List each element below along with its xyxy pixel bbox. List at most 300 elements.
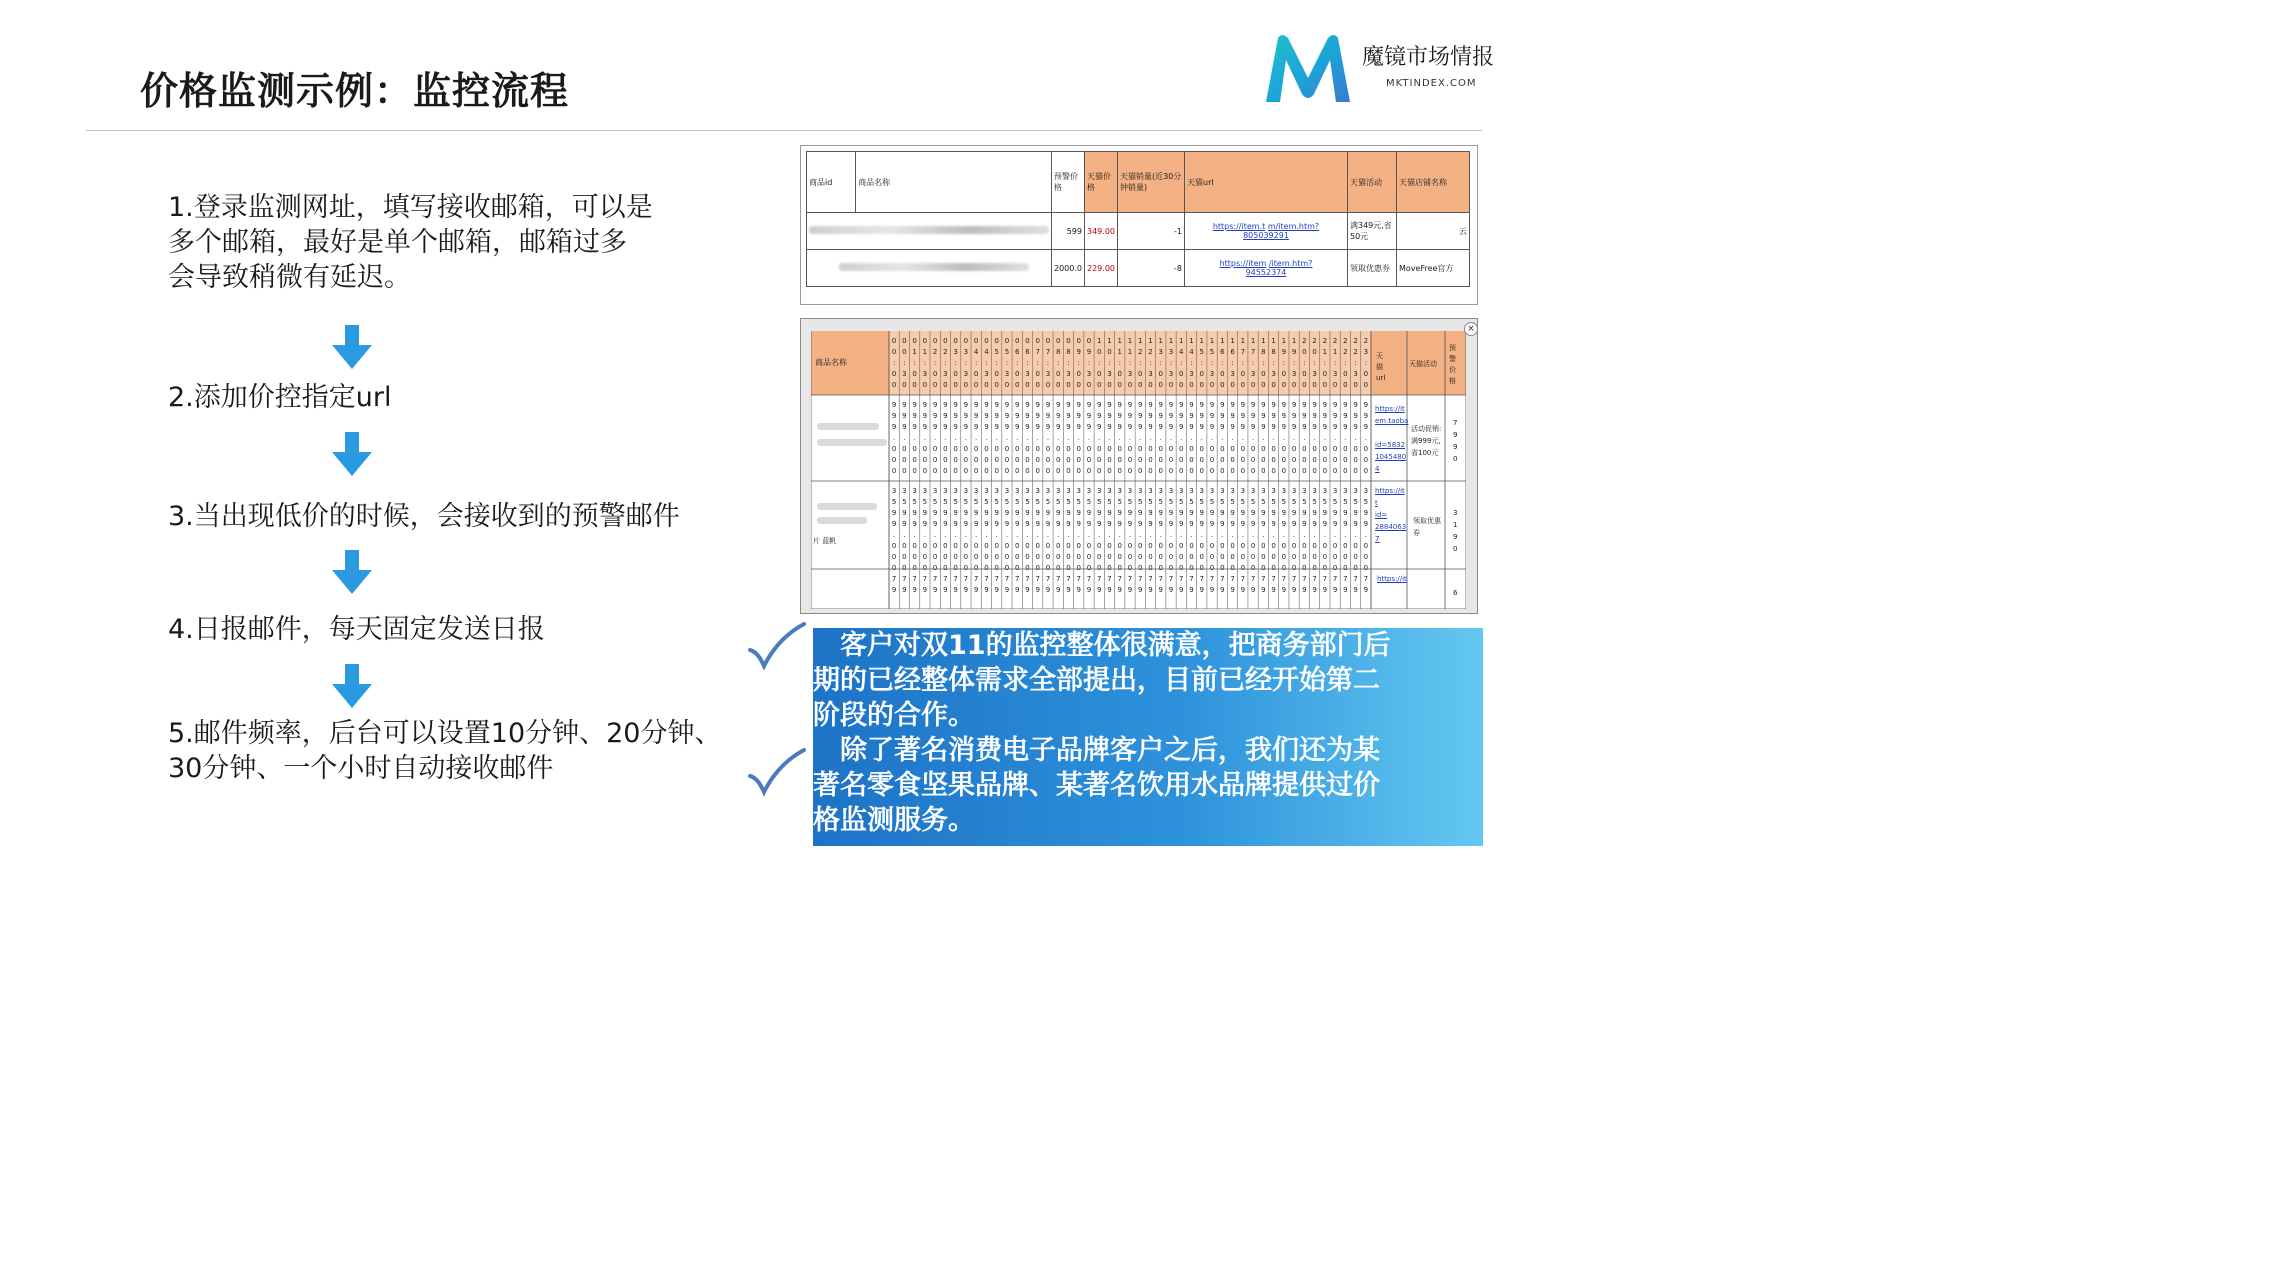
cell-digit: 5 xyxy=(1076,498,1081,506)
cell-digit: 0 xyxy=(1261,445,1266,453)
time-header-digit: 2 xyxy=(1353,348,1358,356)
cell-digit: 9 xyxy=(1220,412,1225,420)
cell-digit: 0 xyxy=(1240,564,1246,572)
cell-digit: 3 xyxy=(1199,487,1205,495)
cell-digit: . xyxy=(1323,434,1326,442)
cell-digit: 9 xyxy=(1179,586,1184,594)
cell-digit: 5 xyxy=(1271,498,1276,506)
cell-digit: 0 xyxy=(1066,445,1071,453)
cell-digit: 3 xyxy=(1158,487,1164,495)
cell-digit: 5 xyxy=(1261,498,1266,506)
cell-digit: . xyxy=(1364,531,1367,539)
time-header-digit: 3 xyxy=(1004,370,1010,378)
cell-digit: 3 xyxy=(1271,487,1276,495)
cell-digit: 0 xyxy=(1250,553,1256,561)
time-header-digit: 0 xyxy=(1261,381,1266,389)
cell-digit: 7 xyxy=(1271,575,1276,583)
cell-digit: 3 xyxy=(922,487,928,495)
cell-digit: 9 xyxy=(1066,412,1071,420)
time-header-digit: 0 xyxy=(1281,370,1287,378)
cell-digit: 0 xyxy=(1158,564,1164,572)
cell-digit: 7 xyxy=(932,575,938,583)
cell-digit: 0 xyxy=(1291,564,1297,572)
cell-digit: 5 xyxy=(953,498,958,506)
time-header-digit: 0 xyxy=(1209,381,1215,389)
cell-digit: 0 xyxy=(994,542,999,550)
cell-digit: 9 xyxy=(1045,586,1051,594)
cell-digit: 9 xyxy=(1209,520,1215,528)
cell-digit: . xyxy=(1262,434,1265,442)
time-header-digit: 1 xyxy=(1209,337,1215,345)
product-url-link[interactable]: https://it xyxy=(1377,575,1407,583)
cell-digit: 0 xyxy=(1179,542,1184,550)
col-header-url: 天猫url xyxy=(1376,352,1386,382)
logo-name-en: MKTINDEX.COM xyxy=(1386,78,1477,89)
cell-digit: 9 xyxy=(1086,412,1092,420)
cell-digit: 9 xyxy=(1363,423,1369,431)
cell-digit: 9 xyxy=(1332,520,1338,528)
cell-digit: . xyxy=(1303,531,1306,539)
cell-digit: . xyxy=(1077,531,1080,539)
cell-digit: 0 xyxy=(1322,542,1328,550)
cell-digit: . xyxy=(1200,434,1203,442)
cell-digit: 0 xyxy=(1281,564,1287,572)
cell-digit: 9 xyxy=(1250,586,1256,594)
time-header-digit: 3 xyxy=(1353,370,1358,378)
cell-digit: 9 xyxy=(1240,412,1246,420)
cell-digit: 0 xyxy=(1271,553,1276,561)
cell-digit: 0 xyxy=(1302,542,1307,550)
cell-digit: 0 xyxy=(932,553,938,561)
cell-digit: 9 xyxy=(932,401,938,409)
time-header-digit: 8 xyxy=(1055,348,1061,356)
time-header-digit: : xyxy=(1303,359,1306,367)
time-header-digit: 3 xyxy=(1332,370,1338,378)
cell-digit: . xyxy=(934,434,937,442)
cell-digit: 5 xyxy=(912,498,917,506)
cell-digit: . xyxy=(1149,531,1152,539)
blurred-product-name xyxy=(809,226,1049,234)
cell-digit: . xyxy=(985,434,988,442)
cell-digit: 9 xyxy=(1261,520,1266,528)
cell-digit: 9 xyxy=(1291,401,1297,409)
time-header-digit: : xyxy=(1262,359,1265,367)
cell-digit: 9 xyxy=(932,509,938,517)
cell-digit: 9 xyxy=(1322,423,1328,431)
cell-digit: 3 xyxy=(1179,487,1184,495)
cell-digit: 7 xyxy=(963,575,969,583)
time-header-digit: 3 xyxy=(1168,370,1174,378)
cell-digit: 0 xyxy=(912,542,917,550)
cell-digit: 0 xyxy=(1271,456,1276,464)
time-header-digit: 2 xyxy=(1302,337,1307,345)
cell-digit: 9 xyxy=(1261,509,1266,517)
brand-logo xyxy=(1262,32,1502,104)
cell-digit: 0 xyxy=(1281,456,1287,464)
time-header-digit: 0 xyxy=(1158,381,1164,389)
cell-digit: . xyxy=(1118,531,1121,539)
cell-digit: 9 xyxy=(932,586,938,594)
cell-digit: 0 xyxy=(1035,542,1040,550)
time-header-digit: : xyxy=(1210,359,1214,367)
time-header-digit: : xyxy=(1159,359,1162,367)
time-header-digit: : xyxy=(1108,359,1111,367)
cell-digit: 3 xyxy=(912,487,917,495)
cell-digit: 9 xyxy=(1281,423,1287,431)
cell-digit: 0 xyxy=(1179,467,1184,475)
cell-digit: 7 xyxy=(973,575,979,583)
cell-digit: . xyxy=(1344,434,1347,442)
cell-digit: 0 xyxy=(1179,564,1184,572)
cell-digit: 7 xyxy=(1066,575,1071,583)
cell-digit: 9 xyxy=(943,586,948,594)
cell-digit: . xyxy=(1292,434,1296,442)
time-header-digit: 9 xyxy=(1086,348,1092,356)
time-header-digit: 3 xyxy=(1158,348,1164,356)
cell-digit: . xyxy=(1221,434,1224,442)
cell-digit: 0 xyxy=(912,467,917,475)
cell-digit: 9 xyxy=(1261,412,1266,420)
cell-digit: . xyxy=(1231,531,1234,539)
cell-digit: 9 xyxy=(912,423,917,431)
time-header-digit: 3 xyxy=(1312,370,1317,378)
cell-digit: 9 xyxy=(1107,509,1112,517)
checkmark-icon xyxy=(748,748,806,798)
cell-digit: 9 xyxy=(1055,423,1061,431)
time-header-digit: 1 xyxy=(1271,337,1276,345)
cell-digit: 0 xyxy=(891,467,897,475)
close-icon[interactable]: × xyxy=(1464,322,1478,336)
time-header-digit: 1 xyxy=(1291,337,1297,345)
cell-digit: 0 xyxy=(1353,445,1358,453)
cell-digit: 9 xyxy=(1168,423,1174,431)
cell-digit: 0 xyxy=(963,564,969,572)
cell-digit: 0 xyxy=(1363,467,1369,475)
product-url-link[interactable]: https://it t id= 2884063 7 xyxy=(1375,487,1407,543)
cell-digit: 9 xyxy=(1291,509,1297,517)
cell-digit: 0 xyxy=(1343,456,1348,464)
time-header-digit: 0 xyxy=(891,348,897,356)
cell-digit: 9 xyxy=(973,520,979,528)
cell-digit: 0 xyxy=(1127,542,1133,550)
time-header-digit: 0 xyxy=(1025,337,1030,345)
cell-digit: 0 xyxy=(1045,542,1051,550)
cell-digit: 7 xyxy=(1199,575,1205,583)
cell-digit: 9 xyxy=(1138,586,1143,594)
time-header-digit: 0 xyxy=(1179,381,1184,389)
cell-digit: . xyxy=(1139,434,1142,442)
time-header-digit: : xyxy=(1139,359,1142,367)
cell-digit: 9 xyxy=(994,586,999,594)
time-header-digit: 0 xyxy=(1230,381,1235,389)
cell-digit: 0 xyxy=(922,564,928,572)
cell-digit: 0 xyxy=(1086,542,1092,550)
time-header-digit: 1 xyxy=(1220,337,1225,345)
cell-digit: 9 xyxy=(953,509,958,517)
cell-digit: 0 xyxy=(1158,553,1164,561)
cell-digit: 0 xyxy=(1076,542,1081,550)
cell-digit: 0 xyxy=(1117,456,1122,464)
cell-digit: 9 xyxy=(1261,401,1266,409)
cell-digit: 9 xyxy=(1035,401,1040,409)
time-header-digit: 1 xyxy=(1240,337,1246,345)
time-header-digit: : xyxy=(995,359,998,367)
time-header-digit: 2 xyxy=(1353,337,1358,345)
time-header-digit: 1 xyxy=(1199,337,1205,345)
cell-digit: 9 xyxy=(912,520,917,528)
cell-digit: . xyxy=(1210,531,1214,539)
cell-digit: 0 xyxy=(912,456,917,464)
cell-digit: 0 xyxy=(1035,445,1040,453)
cell-digit: 9 xyxy=(1168,509,1174,517)
time-header-digit: 0 xyxy=(1332,381,1338,389)
cell-digit: 0 xyxy=(1363,564,1369,572)
cell-digit: 0 xyxy=(1199,467,1205,475)
cell-digit: 5 xyxy=(1291,498,1297,506)
cell-digit: 0 xyxy=(922,542,928,550)
blurred-product-name xyxy=(817,517,867,524)
cell-digit: 7 xyxy=(943,575,948,583)
time-header-digit: 1 xyxy=(1168,337,1174,345)
checkmark-icon xyxy=(748,622,806,672)
cell-digit: 0 xyxy=(1025,445,1030,453)
cell-digit: 7 xyxy=(1363,575,1369,583)
cell-digit: 9 xyxy=(1199,520,1205,528)
cell-digit: 0 xyxy=(891,553,897,561)
time-header-digit: : xyxy=(954,359,957,367)
cell-digit: 0 xyxy=(1209,445,1215,453)
cell-digit: 9 xyxy=(1199,401,1205,409)
cell-digit: 0 xyxy=(1158,456,1164,464)
cell-digit: 9 xyxy=(1004,520,1010,528)
cell-digit: . xyxy=(964,531,968,539)
step-2-text: 2.添加价控指定url xyxy=(168,382,392,413)
time-header-digit: 0 xyxy=(973,337,979,345)
cell-digit: 9 xyxy=(1220,401,1225,409)
cell-digit: 0 xyxy=(1189,542,1194,550)
cell-digit: . xyxy=(944,434,947,442)
cell-digit: 3 xyxy=(1076,487,1081,495)
cell-digit: 0 xyxy=(1220,564,1225,572)
time-header-digit: 3 xyxy=(1189,370,1194,378)
cell-digit: 9 xyxy=(922,412,928,420)
cell-digit: . xyxy=(1118,434,1121,442)
cell-digit: 9 xyxy=(891,586,897,594)
time-header-digit: 0 xyxy=(994,370,999,378)
cell-digit: 5 xyxy=(1107,498,1112,506)
cell-digit: 0 xyxy=(1363,456,1369,464)
time-header-digit: 0 xyxy=(1055,381,1061,389)
cell-digit: . xyxy=(1026,434,1029,442)
cell-digit: 9 xyxy=(1291,586,1297,594)
cell-digit: . xyxy=(1221,531,1224,539)
cell-digit: 0 xyxy=(1363,445,1369,453)
time-header-digit: 0 xyxy=(994,337,999,345)
cell-digit: 9 xyxy=(1055,509,1061,517)
time-header-digit: 0 xyxy=(1312,381,1317,389)
cell-digit: 0 xyxy=(1230,445,1235,453)
cell-digit: 0 xyxy=(1322,553,1328,561)
time-header-digit: : xyxy=(1323,359,1327,367)
time-header-digit: 7 xyxy=(1240,348,1246,356)
cell-digit: 0 xyxy=(902,456,907,464)
cell-digit: 0 xyxy=(1045,553,1051,561)
time-header-digit: 0 xyxy=(953,370,958,378)
cell-digit: 3 xyxy=(1189,487,1194,495)
cell-digit: 9 xyxy=(943,423,948,431)
cell-digit: 9 xyxy=(1353,509,1358,517)
time-header-digit: 1 xyxy=(1127,348,1133,356)
cell-digit: 0 xyxy=(1127,553,1133,561)
cell-digit: 5 xyxy=(1066,498,1071,506)
time-header-digit: 3 xyxy=(902,370,907,378)
time-header-digit: 2 xyxy=(1312,337,1317,345)
cell-digit: . xyxy=(1016,434,1019,442)
cell-digit: 0 xyxy=(1014,564,1020,572)
cell-digit: 9 xyxy=(994,423,999,431)
cell-digit: 0 xyxy=(1209,542,1215,550)
time-header-digit: 0 xyxy=(1281,381,1287,389)
cell-digit: 0 xyxy=(1025,542,1030,550)
cell-digit: 0 xyxy=(1353,542,1358,550)
time-header-digit: 0 xyxy=(902,337,907,345)
col-header-shop: 天猫店铺名称 xyxy=(1397,152,1470,213)
cell-digit: 0 xyxy=(963,467,969,475)
cell-digit: 0 xyxy=(1199,564,1205,572)
cell-digit: 9 xyxy=(1158,401,1164,409)
cell-digit: 9 xyxy=(1004,509,1010,517)
cell-digit: 7 xyxy=(1312,575,1317,583)
cell-digit: 0 xyxy=(891,564,897,572)
time-header-digit: 2 xyxy=(1332,337,1338,345)
cell-digit: 0 xyxy=(1004,542,1010,550)
cell-digit: . xyxy=(1159,434,1162,442)
cell-digit: 0 xyxy=(1199,445,1205,453)
cell-digit: . xyxy=(995,531,998,539)
cell-digit: 0 xyxy=(1055,456,1061,464)
cell-digit: 9 xyxy=(1312,412,1317,420)
cell-digit: 3 xyxy=(1168,487,1174,495)
cell-digit: 0 xyxy=(1168,467,1174,475)
time-header-digit: 0 xyxy=(1322,381,1328,389)
cell-digit: 5 xyxy=(963,498,969,506)
time-header-digit: : xyxy=(923,359,927,367)
cell-digit: 9 xyxy=(1343,520,1348,528)
cell-digit: 9 xyxy=(1250,401,1256,409)
cell-digit: 9 xyxy=(1158,423,1164,431)
time-header-digit: 2 xyxy=(943,348,948,356)
cell-digit: 0 xyxy=(1220,553,1225,561)
time-header-digit: 0 xyxy=(1045,381,1051,389)
cell-digit: 5 xyxy=(1240,498,1246,506)
cell-digit: 5 xyxy=(922,498,928,506)
cell-digit: 9 xyxy=(1158,520,1164,528)
cell-digit: 9 xyxy=(1035,412,1040,420)
cell-digit: . xyxy=(954,434,957,442)
time-header-digit: 0 xyxy=(1168,381,1174,389)
cell-digit: 5 xyxy=(994,498,999,506)
cell-digit: 3 xyxy=(1230,487,1235,495)
time-header-digit: 3 xyxy=(943,370,948,378)
cell-digit: 0 xyxy=(1066,553,1071,561)
cell-digit: . xyxy=(1303,434,1306,442)
step-5-text: 5.邮件频率，后台可以设置10分钟、20分钟、 30分钟、一个小时自动接收邮件 xyxy=(168,718,722,784)
cell-digit: 0 xyxy=(1302,553,1307,561)
cell-digit: 9 xyxy=(922,509,928,517)
cell-digit: 0 xyxy=(1312,564,1317,572)
cell-digit: 9 xyxy=(1322,401,1328,409)
time-header-digit: 0 xyxy=(912,337,917,345)
cell-digit: 7 xyxy=(891,575,897,583)
cell-digit: 0 xyxy=(912,564,917,572)
cell-digit: 7 xyxy=(1261,575,1266,583)
cell-digit: 9 xyxy=(1127,412,1133,420)
cell-digit: 3 xyxy=(973,487,979,495)
cell-digit: 0 xyxy=(953,467,958,475)
cell-digit: 9 xyxy=(994,401,999,409)
cell-digit: . xyxy=(1128,434,1132,442)
cell-digit: 5 xyxy=(1148,498,1153,506)
product-url-link[interactable]: https://item /item.htm? 94552374 xyxy=(1185,250,1348,287)
cell-digit: 9 xyxy=(902,586,907,594)
cell-digit: 0 xyxy=(943,553,948,561)
cell-digit: 9 xyxy=(1014,509,1020,517)
cell-digit: 0 xyxy=(1261,564,1266,572)
time-header-digit: 3 xyxy=(1209,370,1215,378)
time-header-digit: 0 xyxy=(1096,348,1102,356)
cell-digit: 9 xyxy=(1312,423,1317,431)
cell-digit: 0 xyxy=(1220,456,1225,464)
product-url-link[interactable]: https://it em.taoba id=5832 1045480 4 xyxy=(1375,405,1409,473)
cell-digit: 3 xyxy=(932,487,938,495)
cell-digit: 7 xyxy=(1240,575,1246,583)
time-header-digit: 0 xyxy=(932,381,938,389)
cell-digit: 9 xyxy=(1240,401,1246,409)
cell-digit: 9 xyxy=(1107,586,1112,594)
cell-digit: 5 xyxy=(1322,498,1328,506)
cell-digit: 9 xyxy=(1014,412,1020,420)
time-header-digit: 5 xyxy=(994,348,999,356)
alert-table xyxy=(806,151,1470,287)
cell-digit: . xyxy=(1108,434,1111,442)
cell-digit: 9 xyxy=(1025,423,1030,431)
time-header-digit: : xyxy=(1036,359,1039,367)
cell-digit: 0 xyxy=(1035,467,1040,475)
cell-digit: 0 xyxy=(1281,467,1287,475)
cell-digit: . xyxy=(923,531,927,539)
cell-digit: 9 xyxy=(1281,509,1287,517)
cell-digit: 0 xyxy=(1148,564,1153,572)
daily-report-screenshot xyxy=(800,318,1478,614)
cell-digit: . xyxy=(1200,531,1203,539)
time-header-digit: 0 xyxy=(953,337,958,345)
cell-digit: . xyxy=(975,531,978,539)
cell-digit: 0 xyxy=(984,553,989,561)
cell-digit: 0 xyxy=(1261,542,1266,550)
cell-digit: 0 xyxy=(1240,445,1246,453)
cell-digit: 9 xyxy=(1158,412,1164,420)
time-header-digit: 0 xyxy=(943,337,948,345)
cell-digit: 0 xyxy=(973,542,979,550)
time-header-digit: 8 xyxy=(1271,348,1276,356)
time-header-digit: 1 xyxy=(1117,337,1122,345)
product-url-link[interactable]: https://item.t m/item.htm? 805039291 xyxy=(1185,213,1348,250)
cell-digit: 9 xyxy=(1035,520,1040,528)
cell-digit: 0 xyxy=(1045,445,1051,453)
cell-digit: 7 xyxy=(1343,575,1348,583)
cell-digit: 0 xyxy=(1199,542,1205,550)
cell-digit: 9 xyxy=(1271,520,1276,528)
